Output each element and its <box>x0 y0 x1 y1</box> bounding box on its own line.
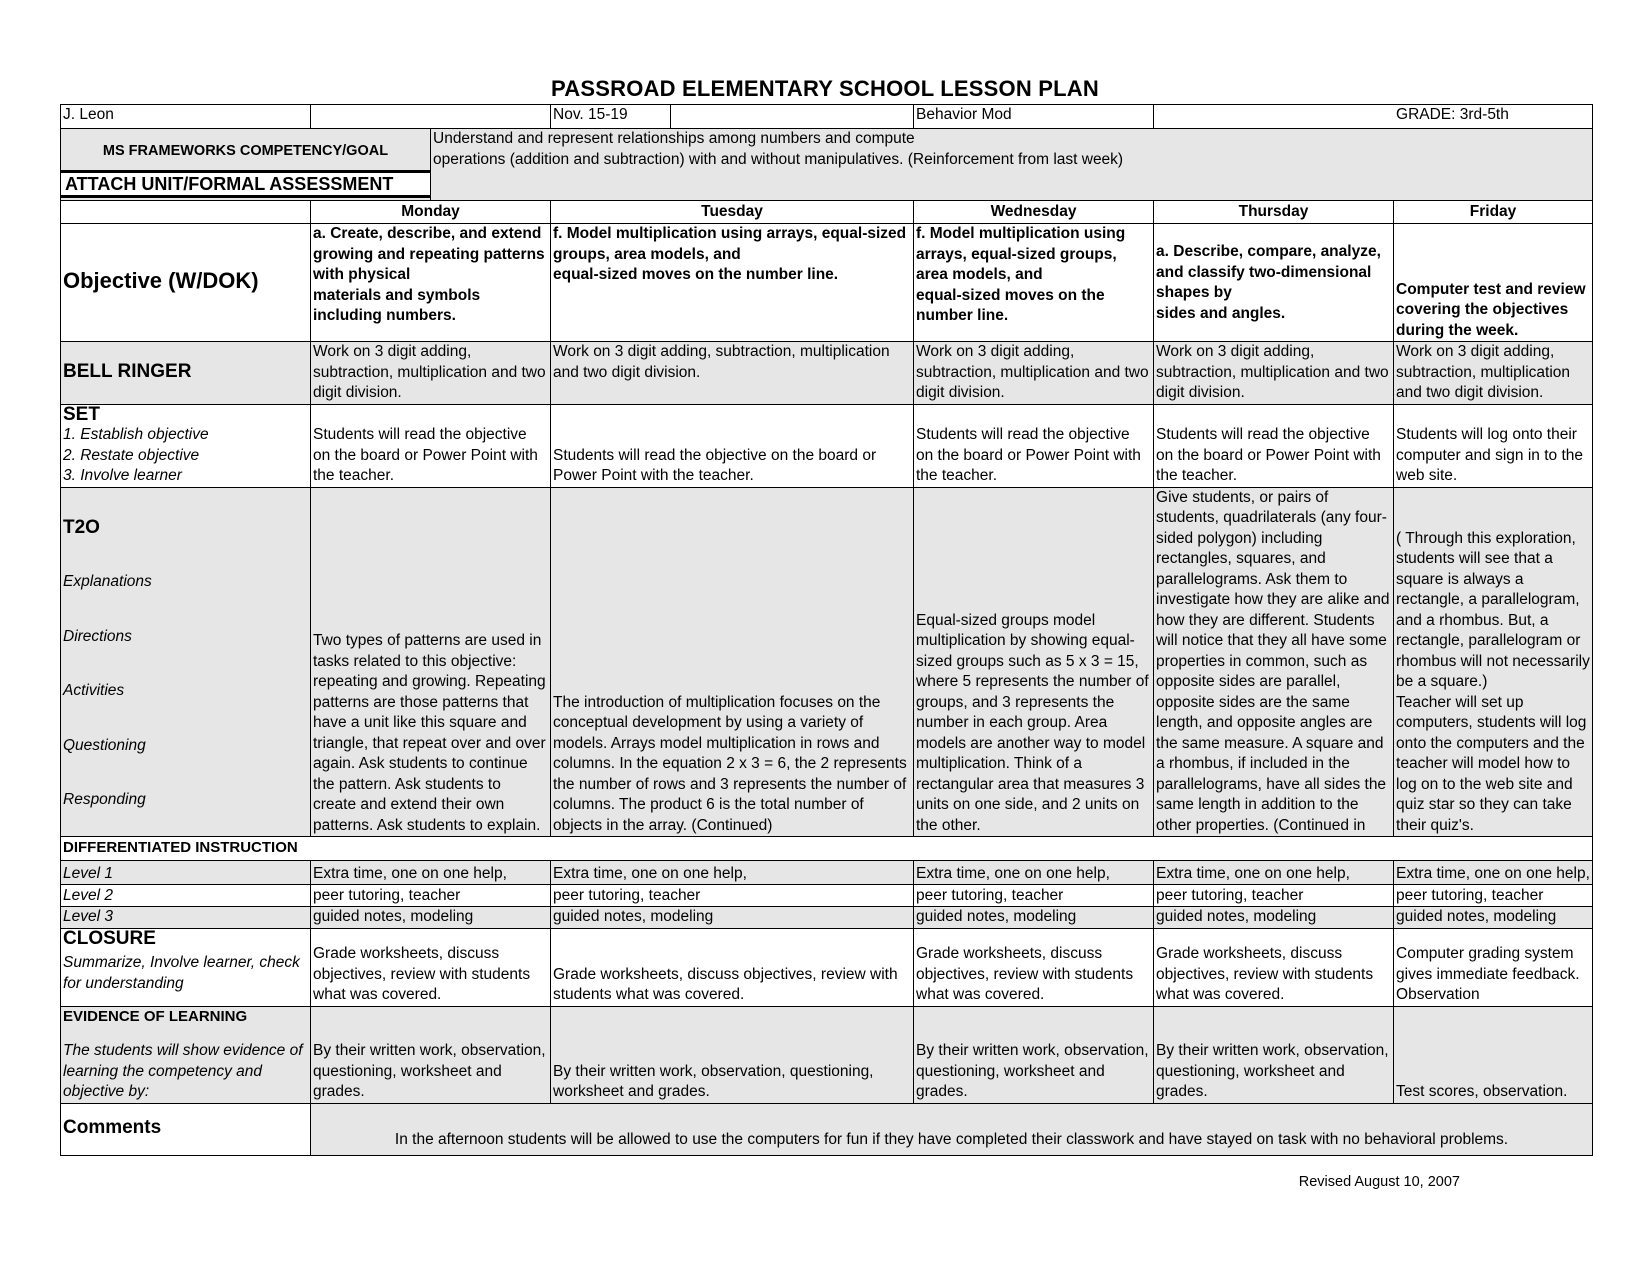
bell-ringer-label-cell <box>61 342 311 405</box>
comments-label: Comments <box>63 1117 162 1139</box>
differentiated-label: DIFFERENTIATED INSTRUCTION <box>63 839 298 857</box>
t2o-explanations: Explanations <box>63 573 152 590</box>
level-1-thursday: Extra time, one on one help, <box>1154 861 1394 885</box>
set-step-1: 1. Establish objective <box>63 426 209 443</box>
day-monday: Monday <box>311 201 551 224</box>
header-blank <box>311 105 551 129</box>
set-step-2: 2. Restate objective <box>63 446 200 464</box>
evidence-wednesday: By their written work, observation, questioning, worksheet and grades. <box>914 1006 1154 1103</box>
level-1-wednesday: Extra time, one on one help, <box>914 861 1154 885</box>
set-label: SET <box>63 404 100 425</box>
closure-monday: Grade worksheets, discuss objectives, review with students what was covered. <box>311 928 551 1006</box>
closure-friday: Computer grading system gives immediate feedback. Observation <box>1394 928 1593 1006</box>
t2o-thursday: Give students, or pairs of students, quadrilaterals (any four-sided polygon) including rectangles, squares, and parallelograms. Ask them to investigate how they are alike and how they are different. Students will notice that they all have some properties in common, such as opposite sides are parallel, opposite sides are the same length, and opposite angles are the same measure. A square and a rhombus, if included in the parallelograms, have all sides the same length in addition to the other properties. (Continued in <box>1154 487 1394 837</box>
bell-ringer-thursday: Work on 3 digit adding, subtraction, multiplication and two digit division. <box>1154 342 1394 405</box>
level-1-friday: Extra time, one on one help, <box>1394 861 1593 885</box>
set-thursday: Students will read the objective on the board or Power Point with the teacher. <box>1154 404 1394 487</box>
subject: Behavior Mod <box>914 105 1154 129</box>
level-1-tuesday: Extra time, one on one help, <box>551 861 914 885</box>
competency-label-cell <box>61 129 431 201</box>
evidence-sub: The students will show evidence of learning the competency and objective by: <box>63 1042 303 1100</box>
t2o-responding: Responding <box>63 791 146 808</box>
t2o-friday: ( Through this exploration, students will see that a square is always a rectangle, a parallelogram, and a rhombus. But, a rectangle, parallelogram or rhombus will not necessarily be a square.) Teacher will set up computers, students will log onto the computers and the teacher will model how to log on to the web site and quiz star so they can take their quiz's. <box>1394 487 1593 837</box>
objective-label-cell <box>61 224 311 342</box>
evidence-friday: Test scores, observation. <box>1394 1006 1593 1103</box>
day-thursday: Thursday <box>1154 201 1394 224</box>
t2o-activities: Activities <box>63 682 125 699</box>
comments-text: In the afternoon students will be allowed to use the computers for fun if they have completed their classwork and have stayed on task with no behavioral problems. <box>311 1103 1593 1155</box>
t2o-questioning: Questioning <box>63 736 146 754</box>
t2o-tuesday: The introduction of multiplication focuses on the conceptual development by using a variety of models. Arrays model multiplication in rows and columns. In the equation 2 x 3 = 6, the 2 represents the number of rows and 3 represents the number of columns. The product 6 is the total number of objects in the array. (Continued) <box>551 487 914 837</box>
t2o-label-cell <box>61 487 311 837</box>
closure-label: CLOSURE <box>63 928 156 949</box>
closure-sub: Summarize, Involve learner, check for understanding <box>63 954 300 992</box>
evidence-thursday: By their written work, observation, questioning, worksheet and grades. <box>1154 1006 1394 1103</box>
comments-label-cell <box>61 1103 311 1155</box>
level-3-thursday: guided notes, modeling <box>1154 907 1394 929</box>
objective-tuesday: f. Model multiplication using arrays, equal-sized groups, area models, and equal-sized moves on the number line. <box>551 224 914 342</box>
evidence-tuesday: By their written work, observation, questioning, worksheet and grades. <box>551 1006 914 1103</box>
level-2-wednesday: peer tutoring, teacher <box>914 885 1154 907</box>
objective-label: Objective (W/DOK) <box>63 267 259 293</box>
t2o-directions: Directions <box>63 627 132 645</box>
day-tuesday: Tuesday <box>551 201 914 224</box>
competency-label: MS FRAMEWORKS COMPETENCY/GOAL <box>102 143 389 159</box>
evidence-label: EVIDENCE OF LEARNING <box>63 1007 248 1025</box>
header-blank-2 <box>671 105 914 129</box>
set-label-cell <box>61 404 311 487</box>
attach-assessment-box: ATTACH UNIT/FORMAL ASSESSMENT <box>61 170 431 198</box>
document-title: PASSROAD ELEMENTARY SCHOOL LESSON PLAN <box>551 76 1099 101</box>
objective-wednesday: f. Model multiplication using arrays, equal-sized groups, area models, and equal-sized moves on the number line. <box>914 224 1154 342</box>
set-monday: Students will read the objective on the board or Power Point with the teacher. <box>311 404 551 487</box>
level-3-tuesday: guided notes, modeling <box>551 907 914 929</box>
level-3-wednesday: guided notes, modeling <box>914 907 1154 929</box>
lesson-dates: Nov. 15-19 <box>551 105 671 129</box>
level-2-thursday: peer tutoring, teacher <box>1154 885 1394 907</box>
closure-wednesday: Grade worksheets, discuss objectives, review with students what was covered. <box>914 928 1154 1006</box>
bell-ringer-tuesday: Work on 3 digit adding, subtraction, multiplication and two digit division. <box>551 342 914 405</box>
objective-thursday: a. Describe, compare, analyze, and classify two-dimensional shapes by sides and angles. <box>1154 224 1394 342</box>
bell-ringer-wednesday: Work on 3 digit adding, subtraction, multiplication and two digit division. <box>914 342 1154 405</box>
set-friday: Students will log onto their computer and sign in to the web site. <box>1394 404 1593 487</box>
lesson-plan-table <box>60 104 1593 1156</box>
revision-date: Revised August 10, 2007 <box>1298 1174 1460 1190</box>
level-3-label: Level 3 <box>61 907 311 929</box>
level-2-label: Level 2 <box>61 885 311 907</box>
bell-ringer-friday: Work on 3 digit adding, subtraction, multiplication and two digit division. <box>1394 342 1593 405</box>
closure-thursday: Grade worksheets, discuss objectives, review with students what was covered. <box>1154 928 1394 1006</box>
evidence-monday: By their written work, observation, questioning, worksheet and grades. <box>311 1006 551 1103</box>
bell-ringer-monday: Work on 3 digit adding, subtraction, multiplication and two digit division. <box>311 342 551 405</box>
t2o-label: T2O <box>63 516 100 538</box>
set-wednesday: Students will read the objective on the board or Power Point with the teacher. <box>914 404 1154 487</box>
level-2-friday: peer tutoring, teacher <box>1394 885 1593 907</box>
level-3-friday: guided notes, modeling <box>1394 907 1593 929</box>
closure-tuesday: Grade worksheets, discuss objectives, review with students what was covered. <box>551 928 914 1006</box>
level-3-monday: guided notes, modeling <box>311 907 551 929</box>
level-1-monday: Extra time, one on one help, <box>311 861 551 885</box>
objective-friday: Computer test and review covering the objectives during the week. <box>1394 224 1593 342</box>
level-1-label: Level 1 <box>61 861 311 885</box>
closure-label-cell <box>61 928 311 1006</box>
bell-ringer-label: BELL RINGER <box>63 361 192 382</box>
level-2-monday: peer tutoring, teacher <box>311 885 551 907</box>
competency-goal: Understand and represent relationships among numbers and compute operations (addition and subtraction) with and without manipulatives. (Reinforcement from last week) <box>431 129 1593 201</box>
day-wednesday: Wednesday <box>914 201 1154 224</box>
set-tuesday: Students will read the objective on the board or Power Point with the teacher. <box>551 404 914 487</box>
teacher-name: J. Leon <box>61 105 311 129</box>
t2o-monday: Two types of patterns are used in tasks related to this objective: repeating and growing. Repeating patterns are those patterns that have a unit like this square and triangle, that repeat over and over again. Ask students to continue the pattern. Ask students to create and extend their own patterns. Ask students to explain. <box>311 487 551 837</box>
level-2-tuesday: peer tutoring, teacher <box>551 885 914 907</box>
set-step-3: 3. Involve learner <box>63 467 182 484</box>
differentiated-label-cell <box>61 837 1593 861</box>
objective-monday: a. Create, describe, and extend growing and repeating patterns with physical materials and symbols including numbers. <box>311 224 551 342</box>
day-friday: Friday <box>1394 201 1593 224</box>
days-corner <box>61 201 311 224</box>
evidence-label-cell <box>61 1006 311 1103</box>
t2o-wednesday: Equal-sized groups model multiplication by showing equal-sized groups such as 5 x 3 = 15, where 5 represents the number of groups, and 3 represents the number in each group. Area models are another way to model multiplication. Think of a rectangular area that measures 3 units on one side, and 2 units on the other. <box>914 487 1154 837</box>
grade-level: GRADE: 3rd-5th <box>1154 105 1593 129</box>
